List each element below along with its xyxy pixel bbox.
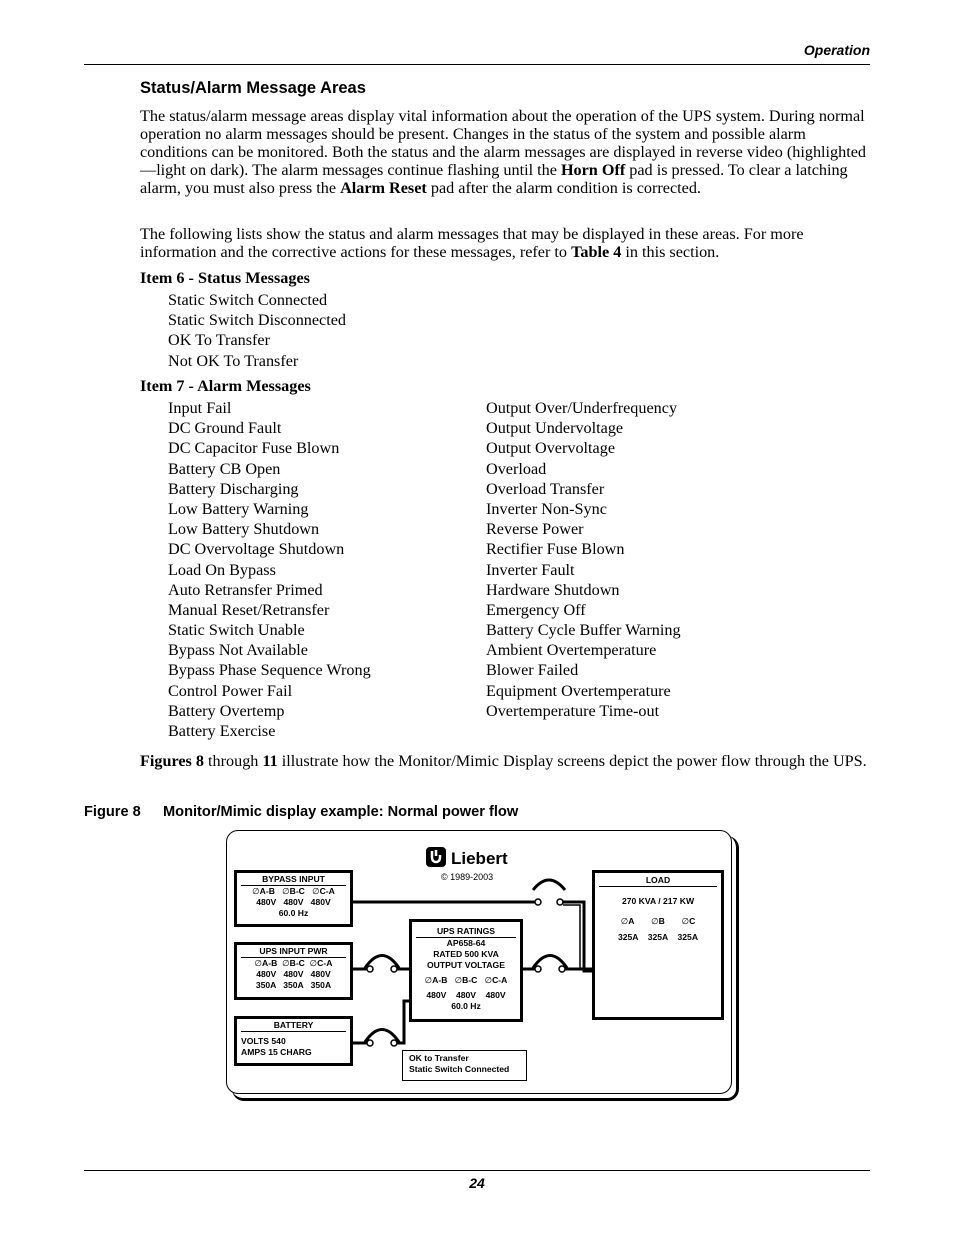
message-item: Overload xyxy=(486,459,547,478)
alarm-messages-heading: Item 7 - Alarm Messages xyxy=(140,377,311,395)
figure-label: Figure 8 xyxy=(84,804,141,820)
phase-icon: ∅ xyxy=(484,975,493,985)
para1-text-1: The status/alarm message areas display vital information about the operation of the UPS system. During normal operation no alarm messages should be present. Changes in the status of the system and possible alarm conditions can be monitored. Both the status and the alarm messages are displayed in reverse video (highlighted—light on dark). The alarm messages continue flashing until the xyxy=(140,107,866,179)
message-item: Inverter Fault xyxy=(486,560,575,579)
load-rating: 270 KVA / 217 KW xyxy=(621,896,695,906)
bypass-phase-bc: B-C xyxy=(289,886,305,896)
header-rule xyxy=(84,64,870,65)
battery-title: BATTERY xyxy=(241,1020,346,1032)
input-amps: 350A 350A 350A xyxy=(255,980,332,990)
input-volts: 480V 480V 480V xyxy=(256,969,331,979)
message-item: Blower Failed xyxy=(486,661,579,680)
para1-bold-horn-off: Horn Off xyxy=(560,161,626,179)
load-phase-a: A xyxy=(628,916,635,926)
message-item: DC Overvoltage Shutdown xyxy=(168,540,345,559)
message-item: Equipment Overtemperature xyxy=(486,681,671,700)
load-panel xyxy=(592,870,724,1020)
message-item: Battery Overtemp xyxy=(168,701,285,720)
message-item: Output Over/Underfrequency xyxy=(486,399,678,417)
bypass-phase-row xyxy=(237,886,350,897)
message-item: OK To Transfer xyxy=(168,331,270,350)
status-messages-list xyxy=(168,290,346,371)
message-item: Battery CB Open xyxy=(168,459,281,478)
message-item: Bypass Phase Sequence Wrong xyxy=(168,661,371,680)
ups-ratings-panel xyxy=(409,919,523,1022)
message-item: Bypass Not Available xyxy=(168,641,308,660)
status-line-1: OK to Transfer xyxy=(409,1053,469,1063)
figures-paragraph xyxy=(140,752,870,770)
phase-icon: ∅ xyxy=(312,886,320,896)
input-breaker-left-contact xyxy=(367,966,373,972)
message-item: Static Switch Disconnected xyxy=(168,311,347,330)
phase-icon: ∅ xyxy=(681,916,690,926)
phase-icon: ∅ xyxy=(252,886,260,896)
output-phase-ca: C-A xyxy=(492,975,508,985)
input-phase-ca: C-A xyxy=(317,958,333,968)
ups-input-title: UPS INPUT PWR xyxy=(241,946,346,958)
message-item: Reverse Power xyxy=(486,520,584,539)
message-item: Static Switch Connected xyxy=(168,291,328,309)
input-breaker-right-contact xyxy=(391,966,397,972)
para1-text-3: pad after the alarm condition is corrected. xyxy=(426,179,701,197)
battery-panel xyxy=(234,1016,353,1066)
liebert-logo-icon xyxy=(425,846,447,868)
message-item: Auto Retransfer Primed xyxy=(168,580,323,599)
ups-ratings-title: UPS RATINGS xyxy=(416,926,516,938)
bypass-volts: 480V 480V 480V xyxy=(256,897,331,907)
section-heading: Status/Alarm Message Areas xyxy=(140,79,366,97)
bypass-switch-left-contact xyxy=(535,899,541,905)
para2-bold-table-ref: Table 4 xyxy=(571,243,622,261)
page-number: 24 xyxy=(469,1175,485,1191)
load-phase-row xyxy=(595,916,721,927)
phase-icon: ∅ xyxy=(454,975,463,985)
battery-amps: AMPS 15 CHARG xyxy=(241,1047,312,1057)
message-item: Battery Discharging xyxy=(168,479,299,498)
battery-volts: VOLTS 540 xyxy=(241,1036,286,1046)
liebert-logo xyxy=(425,846,508,873)
mimic-display-diagram xyxy=(226,830,736,1098)
para2-text-1: The following lists show the status and alarm messages that may be displayed in these areas. For more information and the corrective actions for these messages, refer to xyxy=(140,225,804,261)
bypass-frequency: 60.0 Hz xyxy=(278,908,309,918)
input-phase-row xyxy=(237,958,350,969)
output-volts: 480V 480V 480V xyxy=(426,990,506,1000)
message-item: Inverter Non-Sync xyxy=(486,499,607,518)
bypass-to-load-line-inner xyxy=(563,905,580,968)
status-line-2: Static Switch Connected xyxy=(409,1064,510,1074)
ups-input-power-panel xyxy=(234,942,353,1000)
message-item: Manual Reset/Retransfer xyxy=(168,600,330,619)
bypass-input-title: BYPASS INPUT xyxy=(241,874,346,886)
input-phase-ab: A-B xyxy=(262,958,278,968)
liebert-logo-text: Liebert xyxy=(451,849,508,868)
message-item: Low Battery Warning xyxy=(168,499,309,518)
message-item: Emergency Off xyxy=(486,600,586,619)
figure-caption xyxy=(84,804,518,820)
battery-breaker-right-contact xyxy=(391,1040,397,1046)
output-frequency: 60.0 Hz xyxy=(451,1001,481,1011)
message-item: Input Fail xyxy=(168,399,232,417)
bypass-phase-ca: C-A xyxy=(319,886,335,896)
load-phase-b: B xyxy=(658,916,665,926)
intro-paragraph xyxy=(140,107,870,197)
message-item: Overtemperature Time-out xyxy=(486,701,660,720)
bypass-phase-ab: A-B xyxy=(259,886,275,896)
running-head: Operation xyxy=(803,42,870,58)
message-item: Load On Bypass xyxy=(168,560,276,579)
para3-text-1: through xyxy=(204,752,263,770)
message-item: Output Overvoltage xyxy=(486,439,616,458)
para3-text-2: illustrate how the Monitor/Mimic Display screens depict the power flow through the UPS. xyxy=(277,752,867,770)
ups-rated-kva: RATED 500 KVA xyxy=(433,949,499,959)
message-item: Output Undervoltage xyxy=(486,419,624,438)
message-item: Static Switch Unable xyxy=(168,621,305,640)
phase-icon: ∅ xyxy=(424,975,433,985)
battery-breaker-left-contact xyxy=(367,1040,373,1046)
message-item: Battery Cycle Buffer Warning xyxy=(486,621,681,640)
bypass-to-load-line xyxy=(563,902,592,971)
status-message-box xyxy=(402,1050,527,1081)
alarm-messages-list-right xyxy=(486,398,681,721)
para1-text-2: pad is pressed. To clear a latching alarm, you must also press the xyxy=(140,161,848,197)
message-item: Low Battery Shutdown xyxy=(168,520,320,539)
ups-model: AP658-64 xyxy=(446,938,486,948)
para2-text-2: in this section. xyxy=(621,243,720,261)
output-voltage-label: OUTPUT VOLTAGE xyxy=(427,960,505,970)
bypass-switch-arc xyxy=(533,880,565,890)
message-item: Hardware Shutdown xyxy=(486,580,620,599)
bypass-input-panel xyxy=(234,870,353,927)
output-breaker-right-contact xyxy=(559,966,565,972)
message-item: DC Capacitor Fuse Blown xyxy=(168,439,340,458)
phase-icon: ∅ xyxy=(651,916,659,926)
load-amps: 325A 325A 325A xyxy=(617,932,699,942)
copyright-text: © 1989-2003 xyxy=(441,872,494,882)
message-item: Rectifier Fuse Blown xyxy=(486,540,625,559)
load-title: LOAD xyxy=(599,875,717,887)
message-item: Battery Exercise xyxy=(168,722,276,740)
para1-bold-alarm-reset: Alarm Reset xyxy=(340,179,427,197)
message-item: DC Ground Fault xyxy=(168,419,282,438)
phase-icon: ∅ xyxy=(620,916,629,926)
figure-title: Monitor/Mimic display example: Normal power flow xyxy=(163,804,519,820)
para3-bold-11: 11 xyxy=(262,752,278,770)
battery-to-ratings-line xyxy=(397,1001,409,1043)
output-breaker-left-contact xyxy=(535,966,541,972)
phase-icon: ∅ xyxy=(254,958,263,968)
output-phase-ab: A-B xyxy=(432,975,448,985)
message-item: Overload Transfer xyxy=(486,479,605,498)
bypass-switch-right-contact xyxy=(557,899,563,905)
load-phase-c: C xyxy=(689,916,696,926)
status-messages-heading: Item 6 - Status Messages xyxy=(140,269,310,287)
message-item: Ambient Overtemperature xyxy=(486,641,657,660)
message-item: Not OK To Transfer xyxy=(168,351,299,370)
alarm-messages-list-left xyxy=(168,398,371,741)
output-phase-bc: B-C xyxy=(462,975,478,985)
para3-bold-figures: Figures 8 xyxy=(140,752,204,770)
message-item: Control Power Fail xyxy=(168,681,293,700)
footer-rule xyxy=(84,1170,870,1171)
input-phase-bc: B-C xyxy=(289,958,305,968)
phase-icon: ∅ xyxy=(309,958,318,968)
phase-icon: ∅ xyxy=(282,958,290,968)
phase-icon: ∅ xyxy=(282,886,290,896)
output-phase-row xyxy=(412,975,520,986)
lists-paragraph xyxy=(140,225,870,261)
